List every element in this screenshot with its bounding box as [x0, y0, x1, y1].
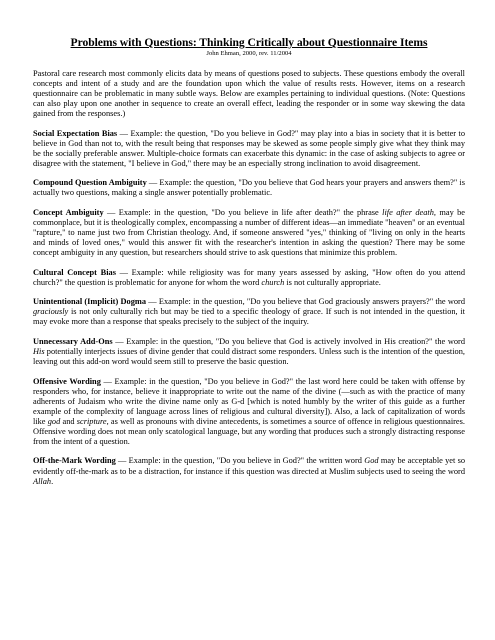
problem-list [33, 129, 465, 487]
author-byline: John Ehman, 2000, rev. 11/2004 [206, 50, 292, 57]
problem-heading: Concept Ambiguity [33, 208, 104, 218]
problem-heading: Compound Question Ambiguity [33, 178, 147, 188]
problem-paragraph [33, 456, 465, 486]
document-title: Problems with Questions: Thinking Critically about Questionnaire Items [70, 36, 428, 49]
problem-heading: Offensive Wording [33, 376, 101, 386]
problem-text: — Example: in the question, "Do you believe in God?" the last word here could be taken with offense by responders who, for instance, believe it inappropriate to write out the name of the divine (—such as with the practice of many adherents of Judaism who write the divine name only as G-d [which is noted humbly by the writer of this guide as a further example of the complexity of language across lines of religious and cultural diversity]). Also, a lack of capitalization of words like [33, 376, 465, 426]
document-page [33, 36, 465, 496]
emphasized-term: Allah [33, 476, 52, 486]
problem-paragraph [33, 377, 465, 447]
problem-paragraph [33, 297, 465, 327]
problem-text: — Example: in the question, "Do you believe that God is actively involved in His creation?" the word [112, 336, 465, 346]
intro-paragraph: Pastoral care research most commonly elicits data by means of questions posed to subjects. These questions embody the overall concepts and intent of a study and are the foundation upon which the value of results rests. However, items on a research questionnaire can be problematic in many subtle ways. Below are examples pertaining to individual questions. (Note: Questions can also play upon one another in sequence to create an overall effect, leading the responder or in some way skewing the data gained from the responses.) [33, 69, 465, 119]
problem-paragraph [33, 178, 465, 198]
emphasized-term: life after death [382, 208, 434, 218]
problem-text: , may be commonplace, but it is theologically complex, encompassing a number of different ideas—an immediate "heaven" or an eventual "rapture," to name just two from Christian theology. And, if someone answered "yes," thinking of "living on only in the hearts and minds of loved ones," would this answer fit with the researcher's intention in asking the question? There may be some concept ambiguity in any question, but researchers should strive to ask questions that minimize this problem. [33, 208, 466, 258]
problem-paragraph [33, 337, 465, 367]
problem-paragraph [33, 129, 465, 169]
emphasized-term: His [33, 347, 45, 357]
emphasized-term: God [364, 456, 379, 466]
emphasized-term: god [47, 416, 61, 426]
problem-text: — Example: in the question, "Do you believe that God graciously answers prayers?" the word [146, 297, 465, 307]
problem-text: — Example: the question, "Do you believe that God hears your prayers and answers them?" is actually two questions, making a single answer potentially problematic. [33, 178, 465, 198]
problem-text: may be acceptable yet so evidently off-the-mark as to be a distraction, for instance if this question was directed at Muslim subjects used to seeing the word [33, 456, 466, 476]
problem-heading: Cultural Concept Bias [33, 267, 116, 277]
problem-text: and [60, 416, 77, 426]
problem-heading: Unintentional (Implicit) Dogma [33, 297, 146, 307]
problem-text: — Example: in the question, "Do you believe in God?" the written word [115, 456, 365, 466]
problem-text: potentially interjects issues of divine gender that could distract some responders. Unless such is the intention of the question, leaving out this add-on word would seem still to preserve the basic question. [33, 347, 465, 367]
problem-paragraph [33, 208, 465, 258]
emphasized-term: scripture [76, 416, 107, 426]
problem-text: — Example: while religiosity was for many years assessed by asking, "How often do you attend church?" the question is problematic for anyone for whom the word [33, 267, 466, 287]
problem-text: is not culturally appropriate. [284, 277, 381, 287]
problem-text: — Example: the question, "Do you believe in God?" may play into a bias in society that it is better to believe in God than not to, with the result being that responses may be skewed as some people simply give what they think may be the socially preferable answer. Multiple-choice formats can exacerbate this dynamic: in the case of asking subjects to agree or disagree with the statement, "I believe in God," there may be an especially strong inclination to avoid disagreement. [33, 128, 465, 168]
problem-heading: Off-the-Mark Wording [33, 456, 116, 466]
emphasized-term: church [261, 277, 285, 287]
problem-text: . [51, 476, 54, 486]
problem-heading: Unnecessary Add-Ons [33, 336, 113, 346]
problem-text: , as well as pronouns with divine antecedents, is sometimes a source of offence in religious questionnaires. Offensive wording does not mean only scatological language, but any wording that produces such a strongly distracting response from the intent of a question. [33, 416, 465, 446]
problem-text: is not only culturally rich but may be tied to a specific theology of grace. If such is not intended in the question, it may evoke more than a response that speaks precisely to the subject of the inquiry. [33, 307, 465, 327]
problem-paragraph [33, 268, 465, 288]
problem-text: — Example: in the question, "Do you believe in life after death?" the phrase [103, 208, 383, 218]
emphasized-term: graciously [33, 307, 69, 317]
problem-heading: Social Expectation Bias [33, 128, 118, 138]
